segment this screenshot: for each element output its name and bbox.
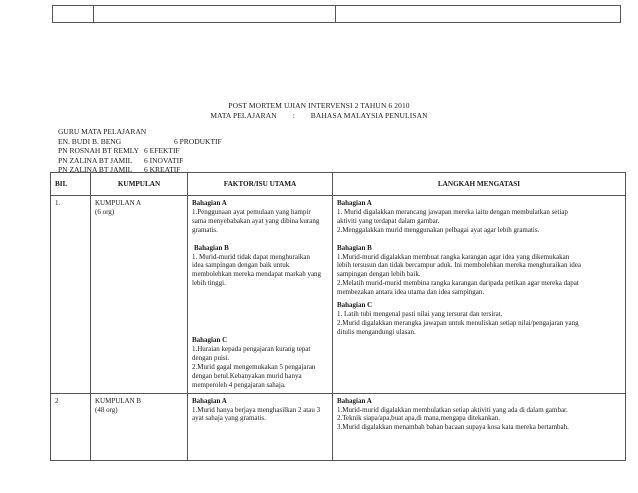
table-header-row <box>51 173 626 196</box>
text-line: lebih tinggi. <box>192 279 226 288</box>
header-bil: BIL <box>51 173 91 196</box>
group-name: KUMPULAN B <box>95 396 142 405</box>
group-count: (48 org) <box>95 405 118 414</box>
group-count: (6 org) <box>95 207 115 216</box>
row-number: 1. <box>51 196 91 394</box>
section-title: Bahagian C <box>192 336 228 345</box>
section-title: Bahagian B <box>337 243 372 252</box>
text-line: 2.Melatih murid-murid membina rangka karangan daripada petikan agar mereka dapat <box>337 279 579 288</box>
text-line: idea sampingan dengan baik untuk <box>192 261 290 270</box>
group-cell <box>91 196 188 394</box>
spacer <box>192 288 328 336</box>
text-line: ayat sahaja yang gramatis. <box>192 414 266 423</box>
teacher-name: PN ZALINA BT JAMIL <box>58 155 133 165</box>
text-line: 1.Huraian kepada pengajaran kurang tepat <box>192 345 311 354</box>
subject-separator: : <box>292 111 295 120</box>
teacher-class: 6 INOVATIF <box>144 155 184 165</box>
text-line: 1. Latih tubi mengenal pasti nilai yang tersurat dan tersirat. <box>337 309 503 318</box>
text-line: 1.Murid hanya berjaya menghasilkan 2 atau 3 <box>192 405 321 414</box>
faktor-cell <box>188 393 333 460</box>
text-line: 1.Murid-murid digalakkan membulatkan setiap aktiviti yang ada di dalam gambar. <box>337 405 568 414</box>
table-row <box>51 393 626 460</box>
teacher-class: 6 KREATIF <box>144 165 181 175</box>
langkah-cell <box>333 393 626 460</box>
teacher-row <box>58 137 222 147</box>
text-line: sampingan dengan lebih baik. <box>337 270 421 279</box>
text-line: aktiviti yang terdapat dalam gambar. <box>337 216 440 225</box>
teacher-class: 6 EFEKTIF <box>144 146 180 156</box>
text-line: sama menyebabakan ayat yang dibina kurang <box>192 216 320 225</box>
section-title: Bahagian A <box>337 199 372 207</box>
section-title: Bahagian A <box>192 396 227 405</box>
langkah-cell <box>333 196 626 394</box>
text-line: lebih tersusun dan tidak bercampur aduk. Ini membolehkan mereka menghuraikan idea <box>337 261 581 270</box>
header-langkah: LANGKAH MENGATASI <box>333 173 626 196</box>
top-table-remnant <box>52 5 621 23</box>
teacher-list-label: GURU MATA PELAJARAN <box>58 127 147 136</box>
group-cell <box>91 393 188 460</box>
text-line: ditulis mengandungi ulasan. <box>337 327 416 336</box>
section-title: Bahagian B <box>194 243 229 252</box>
grid-divider <box>335 6 336 22</box>
text-line: dengan puisi. <box>192 353 230 362</box>
text-line: membolehkan mereka mendapat markah yang <box>192 270 322 279</box>
section-title: Bahagian C <box>337 301 373 310</box>
text-line: 3.Murid digalakkan menambah bahan bacaan supaya kosa kata mereka bertambah. <box>337 423 569 432</box>
section-title: Bahagian A <box>192 199 227 207</box>
text-line: gramatis. <box>192 225 218 234</box>
subject-line <box>0 111 638 120</box>
text-line: dengan betul.Kebanyakan murid hanya <box>192 371 302 380</box>
teacher-class: 6 PRODUKTIF <box>174 136 222 146</box>
group-name: KUMPULAN A <box>95 199 142 207</box>
subject-label: MATA PELAJARAN <box>210 111 277 120</box>
spacer <box>337 235 621 244</box>
header-kumpulan: KUMPULAN <box>91 173 188 196</box>
teacher-name: PN ZALINA BT JAMIL <box>58 165 133 175</box>
text-line: 2.Menggalakkan murid menggunakan pelbagai ayat agar lebih gramatis. <box>337 225 540 234</box>
grid-divider <box>93 6 94 22</box>
text-line: 1.Murid-murid digalakkan membuat rangka karangan agar idea yang dikemukakan <box>337 252 570 261</box>
post-mortem-table <box>50 172 626 461</box>
header-faktor: FAKTOR/ISU UTAMA <box>188 173 333 196</box>
document-title: POST MORTEM UJIAN INTERVENSI 2 TAHUN 6 2010 <box>228 101 410 110</box>
spacer <box>192 235 328 244</box>
text-line: 1.Penggunaan ayat pemulaan yang hampir <box>192 207 311 216</box>
faktor-cell <box>188 196 333 394</box>
section-title: Bahagian A <box>337 396 372 405</box>
text-line: memperoleh 4 pengajaran sahaja. <box>192 380 286 389</box>
text-line: 1. Murid digalakkan merancang jawapan mereka iaitu dengan membulatkan setiap <box>337 207 568 216</box>
text-line: 2.Murid digalakkan merangka jawapan untuk menuliskan setiap nilai/pengajaran yang <box>337 318 579 327</box>
text-line: 1. Murid-murid tidak dapat menghuraikan <box>192 252 310 261</box>
teacher-name: EN. BUDI B. BENG <box>58 136 122 146</box>
teacher-name: PN ROSNAH BT REMLY <box>58 146 139 156</box>
table-row <box>51 196 626 394</box>
teacher-row <box>58 146 222 156</box>
teacher-row <box>58 156 222 166</box>
teacher-list <box>58 127 222 175</box>
row-number: 2 <box>51 393 91 460</box>
text-line: 2.Teknik siapa/apa,buat apa,di mana,mengapa ditekankan. <box>337 414 500 423</box>
text-line: membezakan antara idea utama dan idea sampingan. <box>337 288 485 297</box>
subject-value: BAHASA MALAYSIA PENULISAN <box>310 111 428 120</box>
text-line: 2.Murid gagal mengemukakan 5 pengajaran <box>192 362 316 371</box>
